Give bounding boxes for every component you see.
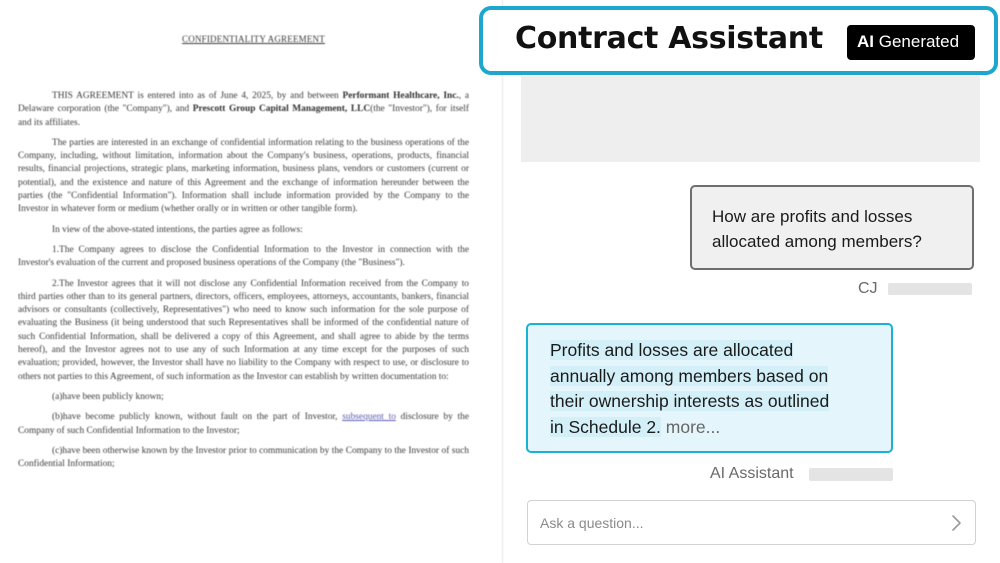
question-input[interactable] (540, 511, 930, 535)
ai-message-line: annually among members based on (550, 365, 829, 386)
user-timestamp-placeholder (888, 283, 972, 295)
document-paragraph (18, 90, 469, 130)
paragraph-text: THIS AGREEMENT is entered into as of June 4, 2025, by and between (52, 91, 343, 101)
question-input-box (527, 500, 976, 545)
paragraph-text: (the "Investor"), for itself and its affiliates. (18, 104, 469, 128)
party-name: Performant Healthcare, Inc. (342, 91, 459, 101)
user-message-bubble (690, 185, 974, 270)
user-sender-name: CJ (858, 280, 878, 297)
user-message-text: How are profits and losses allocated among members? (712, 207, 922, 251)
ai-timestamp-placeholder (809, 468, 893, 481)
party-name: Prescott Group Capital Management, LLC (192, 104, 371, 115)
document-body (18, 90, 469, 471)
ai-generated-badge (847, 25, 975, 60)
ai-message-bubble (526, 323, 893, 453)
ai-message-line: Profits and losses are allocated (550, 340, 794, 360)
document-paragraph (18, 224, 469, 237)
paragraph-text: subsequent to (342, 412, 396, 423)
badge-ai-label: AI (857, 32, 874, 51)
ai-message-line: their ownership interests as outlined (550, 391, 830, 411)
ai-sender-name: AI Assistant (710, 465, 794, 482)
document-paragraph (18, 137, 469, 217)
paragraph-text: 1.The Company agrees to disclose the Confidential Information to the Investor in connection with the Investor's evaluation of the current and proposed business operations of the Company (the "Business"). (18, 244, 469, 269)
paragraph-text: 2.The Investor agrees that it will not disclose any Confidential Information received from the Company to third parties other than to its general partners, directors, officers, employees, attorneys, accountants, bankers, financial advisors or consultants (collectively, Representatives") who need to know such information for the sole purpose of evaluating the Business (it being understood that such Representatives shall be informed of the confidential nature of such Confidential Information, shall be delivered a copy of this Agreement, and shall agree to abide by the terms hereof), and the Investor agrees not to use any of such Information at any time except for the purposes of such evaluation; provided, however, the Investor shall have no liability to the Company with respect to use, or disclosure to others not parties to this Agreement, of such information as the Investor can establish by written documentation to: (18, 278, 469, 382)
document-paragraph (18, 244, 469, 271)
paragraph-text: , a Delaware corporation (the "Company"), and (18, 91, 469, 115)
app-header (479, 6, 998, 75)
document-paragraph (18, 445, 469, 472)
chevron-right-icon[interactable] (947, 513, 965, 533)
paragraph-text: In view of the above-stated intentions, the parties agree as follows: (52, 224, 303, 235)
paragraph-text: (b)have become publicly known, without fault on the part of Investor, (52, 412, 343, 423)
paragraph-text: disclosure by the Company of such Confidential Information to the Investor; (18, 412, 469, 436)
previous-message-placeholder (521, 76, 980, 162)
document-title: CONFIDENTIALITY AGREEMENT (182, 34, 325, 44)
document-paragraph (18, 278, 469, 384)
paragraph-text: (c)have been otherwise known by the Investor prior to communication by the Company to the Investor of such Confidential Information; (18, 445, 469, 470)
more-link[interactable]: more... (665, 416, 721, 437)
app-title: Contract Assistant (515, 21, 823, 56)
paragraph-text: (a)have been publicly known; (52, 391, 164, 402)
badge-generated-label: Generated (878, 32, 960, 51)
ai-message-line: in Schedule 2. (550, 416, 661, 437)
paragraph-text: The parties are interested in an exchange of confidential information relating to the business operations of the Company, including, without limitation, information about the Company's business, operations, products, financial results, financial projections, strategic plans, marketing information, business plans, vendors or customers (current or potential), and the existence and nature of this Agreement and the exchange of information hereunder between the parties (the "Confidential Information"). Information shall include information provided by the Company to the Investor in whatever form or medium (whether orally or in written or other tangible form). (18, 137, 469, 215)
document-paragraph (18, 411, 469, 438)
chat-pane (508, 0, 1000, 563)
document-paragraph (18, 391, 469, 404)
